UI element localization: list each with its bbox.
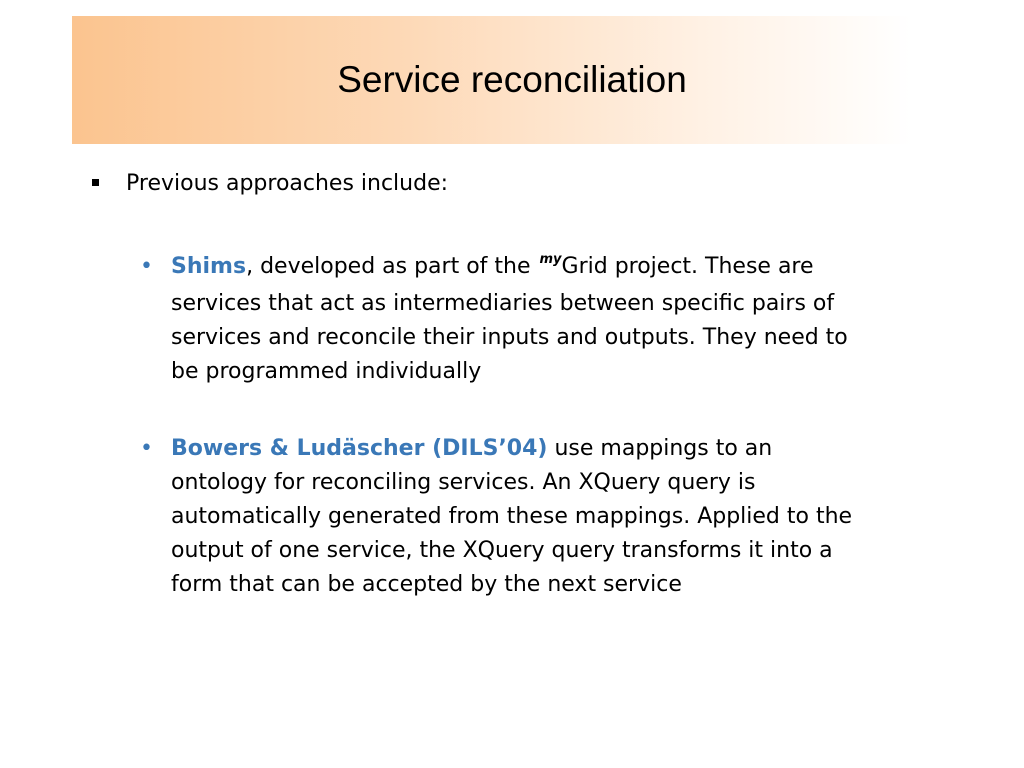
text-line: automatically generated from these mappings. Applied to the: [171, 504, 853, 529]
text-line: output of one service, the XQuery query transforms it into a: [171, 538, 833, 563]
text-line: form that can be accepted by the next service: [171, 572, 682, 597]
list-item-first-line: [171, 250, 951, 287]
round-bullet-icon: •: [140, 436, 153, 461]
highlight-term: Bowers & Ludäscher (DILS’04): [171, 436, 548, 461]
list-item-first-line: [171, 432, 951, 466]
text-run: use mappings to an: [547, 436, 773, 461]
text-line: be programmed individually: [171, 359, 482, 384]
text-line: ontology for reconciling services. An XQuery query is: [171, 470, 756, 495]
slide-title: Service reconciliation: [337, 59, 687, 100]
superscript-my: my: [539, 252, 562, 267]
text-run: , developed as part of the: [246, 254, 538, 279]
round-bullet-icon: •: [140, 254, 153, 279]
list-item-body: [171, 250, 951, 389]
text-run: Grid project. These are: [561, 254, 814, 279]
text-line: services that act as intermediaries between specific pairs of: [171, 291, 835, 316]
square-bullet-icon: [92, 179, 99, 186]
intro-text: Previous approaches include:: [126, 171, 449, 196]
list-item-body: [171, 432, 951, 602]
highlight-term: Shims: [171, 254, 247, 279]
text-line: services and reconcile their inputs and outputs. They need to: [171, 325, 848, 350]
